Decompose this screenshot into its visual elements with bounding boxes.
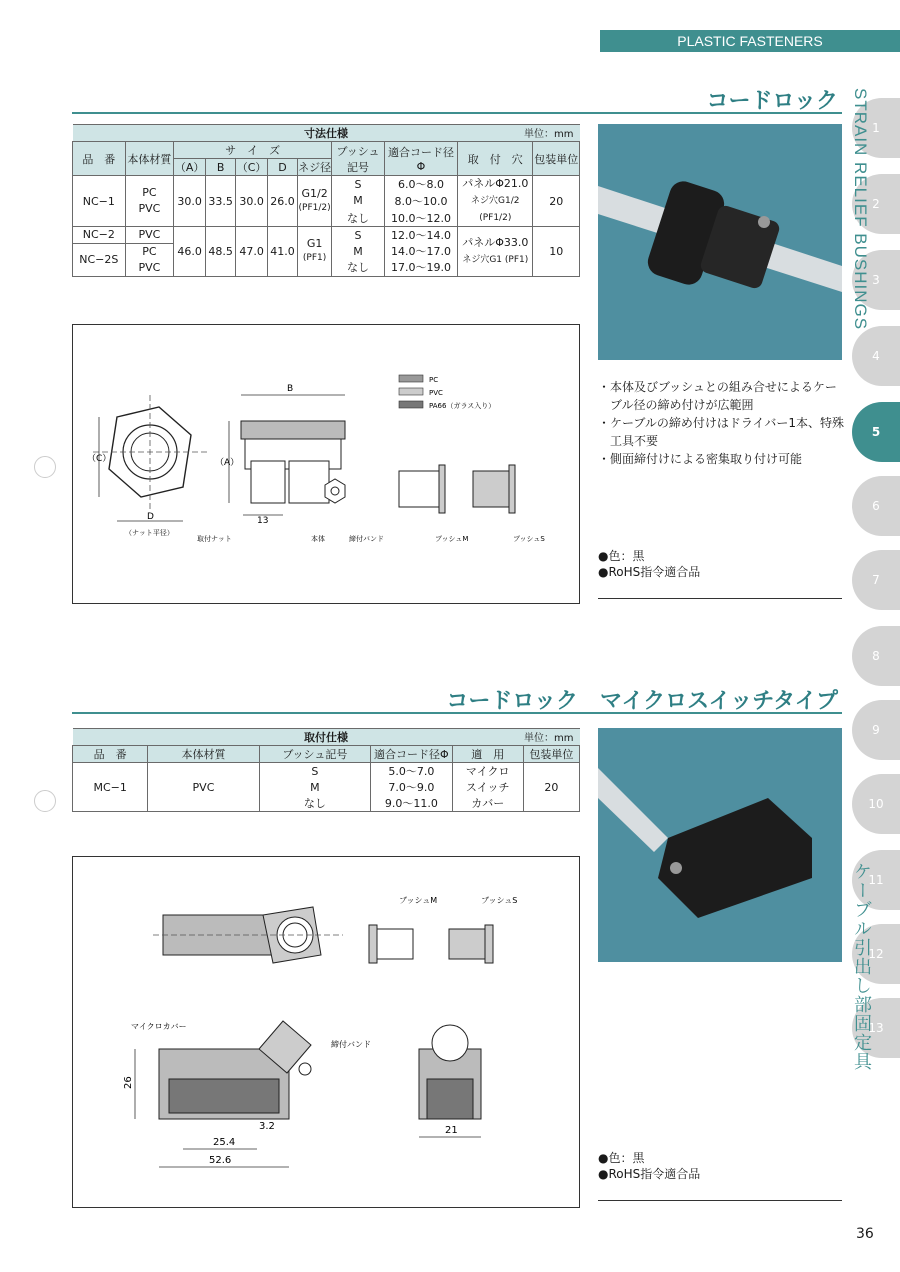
table-row (73, 763, 580, 780)
cell-mount-nc2: パネルΦ33.0 ネジ穴G1 (PF1) (458, 227, 533, 277)
dim-b-label: B (287, 384, 294, 394)
section2-drawing (72, 856, 580, 1208)
tab-7[interactable]: 7 (852, 550, 900, 610)
cell-c-nc1: 30.0 (236, 176, 268, 227)
note-rohs: ●RoHS指令適合品 (598, 1167, 701, 1181)
table2-unit: 単位：mm (524, 733, 574, 744)
vertical-en-title: STRAIN RELIEF BUSHINGS (851, 88, 870, 331)
cell-d-nc1: 26.0 (268, 176, 298, 227)
cell-mat-mc1: PVC (148, 763, 259, 812)
cell-part-nc1: NC−1 (73, 176, 126, 227)
header-bar (600, 30, 900, 52)
micro-switch-dimension-drawing (73, 857, 579, 1207)
cell-b-nc1: 33.5 (206, 176, 236, 227)
section1-drawing (72, 324, 580, 604)
tab-6[interactable]: 6 (852, 476, 900, 536)
section1-title: コードロック (706, 89, 838, 114)
table-row (73, 176, 580, 193)
dim-52-6-label: 52.6 (209, 1155, 232, 1166)
note-rohs: ●RoHS指令適合品 (598, 565, 701, 579)
cell-cord: 10.0〜12.0 (384, 209, 457, 226)
th-part: 品 番 (73, 142, 126, 176)
cord-lock-dimension-drawing (73, 325, 579, 603)
cell-mount-nc1: パネルΦ21.0 ネジ穴G1/2 (PF1/2) (458, 176, 533, 227)
th-thread: ネジ径 (298, 159, 332, 176)
nut-width-label: （ナット平径） (125, 529, 174, 537)
legend-pc: PC (429, 376, 439, 384)
tab-13[interactable]: 13 (852, 998, 900, 1058)
dim-a-label: （A） (215, 458, 240, 468)
cell-cord: 9.0〜11.0 (371, 795, 453, 812)
th-material: 本体材質 (125, 142, 174, 176)
th-a: （A） (174, 159, 206, 176)
section2-photo-rule (598, 1200, 842, 1201)
cell-use: スイッチ (452, 779, 523, 795)
cover-label: マイクロカバー (131, 1022, 187, 1031)
cell-d-nc2: 41.0 (268, 227, 298, 277)
cell-cord: 5.0〜7.0 (371, 763, 453, 780)
cell-part-mc1: MC−1 (73, 763, 148, 812)
section1-spec-table (72, 124, 580, 277)
cell-bush: S (332, 176, 385, 193)
note-color: ●色：黒 (598, 1151, 645, 1165)
section2-title: コードロック マイクロスイッチタイプ (446, 689, 838, 714)
cell-part-nc2s: NC−2S (73, 243, 126, 276)
th2-pack: 包装単位 (523, 746, 579, 763)
tab-1[interactable]: 1 (852, 98, 900, 158)
th-b: B (206, 159, 236, 176)
tab-8[interactable]: 8 (852, 626, 900, 686)
micro-switch-photo-illustration (598, 728, 842, 962)
cell-cord: 12.0〜14.0 (384, 227, 457, 244)
band-label: 締付バンド (349, 535, 384, 543)
table2-title: 取付仕様 (304, 731, 348, 744)
cell-bush: なし (332, 259, 385, 276)
body-label: 本体 (311, 535, 325, 543)
cell-mat-nc2s: PC PVC (125, 243, 174, 276)
cell-part-nc2: NC−2 (73, 227, 126, 244)
section1-notes (598, 548, 700, 580)
dim-26-label: 26 (123, 1076, 134, 1089)
cell-bush: M (332, 243, 385, 259)
vertical-jp-title: ケーブル引出し部固定具 (851, 862, 872, 1071)
tab-9[interactable]: 9 (852, 700, 900, 760)
cell-c-nc2: 47.0 (236, 227, 268, 277)
bush-s-label-2: ブッシュS (481, 896, 518, 905)
tab-11[interactable]: 11 (852, 850, 900, 910)
cell-use: マイクロ (452, 763, 523, 780)
product-photo-nc (598, 124, 842, 360)
header-label: PLASTIC FASTENERS (677, 33, 823, 49)
dim-21-label: 21 (445, 1125, 458, 1136)
cell-b-nc2: 48.5 (206, 227, 236, 277)
page-number: 36 (856, 1226, 874, 1242)
tab-10[interactable]: 10 (852, 774, 900, 834)
dim-25-4-label: 25.4 (213, 1137, 236, 1148)
th2-cord: 適合コード径Φ (371, 746, 453, 763)
cell-mat-nc2: PVC (125, 227, 174, 244)
section2-spec-table (72, 728, 580, 812)
bush-s-label: ブッシュS (513, 535, 545, 543)
legend-pa66: PA66（ガラス入り） (429, 402, 496, 410)
th-cord: 適合コード径Φ (384, 142, 457, 176)
cell-thread-nc1: G1/2 (PF1/2) (298, 176, 332, 227)
cell-bush: S (259, 763, 370, 780)
tab-2[interactable]: 2 (852, 174, 900, 234)
th-d: D (268, 159, 298, 176)
tab-4[interactable]: 4 (852, 326, 900, 386)
cord-lock-photo-illustration (598, 124, 842, 360)
cell-bush: M (332, 193, 385, 210)
cell-cord: 7.0〜9.0 (371, 779, 453, 795)
th-size: サ イ ズ (174, 142, 332, 159)
cell-mat-nc1: PC PVC (125, 176, 174, 227)
bush-m-label: ブッシュM (435, 535, 469, 543)
dim-3-2-label: 3.2 (259, 1121, 275, 1132)
dim-c-label: （C） (87, 454, 112, 464)
cell-cord: 8.0〜10.0 (384, 193, 457, 210)
cell-cord: 6.0〜8.0 (384, 176, 457, 193)
section1-features (598, 378, 846, 468)
cell-pack-nc1: 20 (533, 176, 580, 227)
product-photo-mc (598, 728, 842, 962)
cell-bush: M (259, 779, 370, 795)
binder-hole (34, 456, 56, 478)
feature-item: ・側面締付けによる密集取り付け可能 (598, 452, 803, 466)
tab-3[interactable]: 3 (852, 250, 900, 310)
cell-pack-mc1: 20 (523, 763, 579, 812)
cell-a-nc1: 30.0 (174, 176, 206, 227)
note-color: ●色：黒 (598, 549, 645, 563)
cell-bush: なし (259, 795, 370, 812)
cell-cord: 14.0〜17.0 (384, 243, 457, 259)
cell-bush: なし (332, 209, 385, 226)
table-row (73, 227, 580, 244)
panel-nut-label: 取付ナット (197, 535, 232, 543)
cell-thread-nc2: G1 (PF1) (298, 227, 332, 277)
th-mount: 取 付 穴 (458, 142, 533, 176)
th2-bush: ブッシュ記号 (259, 746, 370, 763)
cell-cord: 17.0〜19.0 (384, 259, 457, 276)
tab-5[interactable]: 5 (852, 402, 900, 462)
th-c: （C） (236, 159, 268, 176)
cell-pack-nc2: 10 (533, 227, 580, 277)
tab-12[interactable]: 12 (852, 924, 900, 984)
cell-a-nc2: 46.0 (174, 227, 206, 277)
th2-part: 品 番 (73, 746, 148, 763)
th-bush: ブッシュ記号 (332, 142, 385, 176)
table1-unit: 単位：mm (524, 129, 574, 140)
band-label-2: 締付バンド (331, 1040, 371, 1049)
cell-bush: S (332, 227, 385, 244)
th2-use: 適 用 (452, 746, 523, 763)
cell-use: カバー (452, 795, 523, 812)
th-pack: 包装単位 (533, 142, 580, 176)
table1-title: 寸法仕様 (304, 127, 348, 140)
th2-material: 本体材質 (148, 746, 259, 763)
binder-hole (34, 790, 56, 812)
feature-item: ・本体及びブッシュとの組み合せによるケーブル径の締め付けが広範囲 (598, 380, 837, 412)
bush-m-label-2: ブッシュM (399, 896, 438, 905)
section1-photo-rule (598, 598, 842, 599)
feature-item: ・ケーブルの締め付けはドライバー1本、特殊工具不要 (598, 416, 844, 448)
dim-13-label: 13 (257, 516, 269, 526)
section2-notes (598, 1150, 700, 1182)
dim-d-label: D (147, 512, 154, 522)
legend-pvc: PVC (429, 389, 443, 397)
